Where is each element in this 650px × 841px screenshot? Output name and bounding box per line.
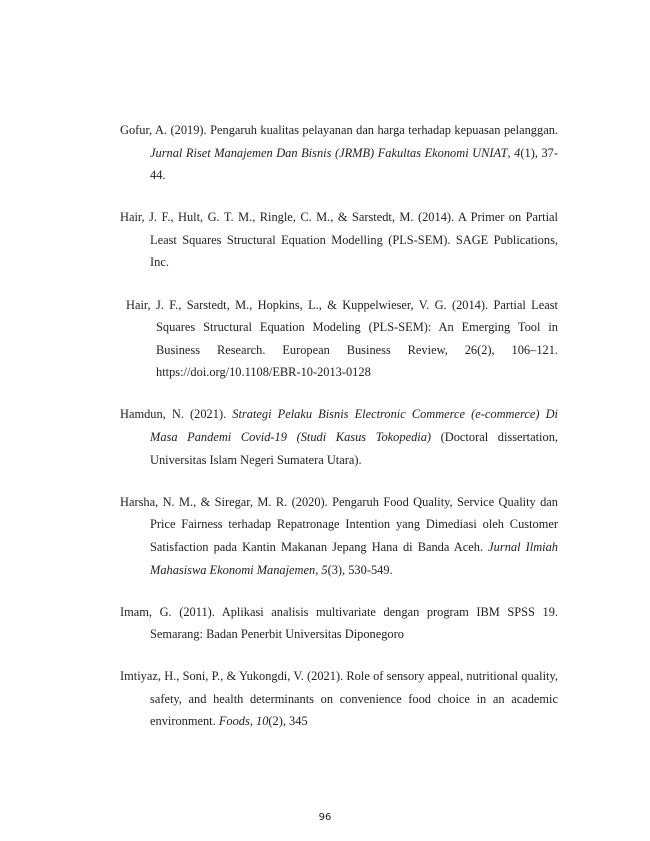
reference-gofur-2019 <box>120 119 558 187</box>
journal-title: Jurnal Riset Manajemen Dan Bisnis (JRMB) Fakultas Ekonomi UNIAT <box>150 145 508 160</box>
journal-volume: 4 <box>514 145 521 160</box>
reference-hamdun-2021 <box>120 403 558 471</box>
reference-text: , <box>507 145 515 160</box>
reference-imam-2011 <box>120 601 558 646</box>
journal-volume: 10 <box>256 714 269 729</box>
reference-imtiyaz-2021 <box>120 665 558 733</box>
reference-text: Gofur, A. (2019). Pengaruh kualitas pelayanan dan harga terhadap kepuasan pelanggan. <box>120 123 558 137</box>
reference-text: , <box>249 714 257 729</box>
reference-text: Imtiyaz, H., Soni, P., & Yukongdi, V. (2021). Role of sensory appeal, nutritional quality, safety, and health determinants on convenience food choice in an academic environment. <box>120 669 558 729</box>
reference-text: Hair, J. F., Hult, G. T. M., Ringle, C. M., & Sarstedt, M. (2014). A Primer on Partial Least Squares Structural Equation Modelling (PLS-SEM). SAGE Publications, Inc. <box>120 210 558 270</box>
reference-text: , <box>315 562 322 577</box>
journal-title: Foods <box>218 714 250 729</box>
reference-text: (3), 530-549. <box>327 562 393 577</box>
reference-text: Hamdun, N. (2021). <box>120 407 233 422</box>
reference-text: (1), 37-44. <box>150 145 558 183</box>
journal-volume: 5 <box>321 562 328 577</box>
page-number: 96 <box>318 812 332 823</box>
thesis-title: Strategi Pelaku Bisnis Electronic Commerce (e-commerce) Di Masa Pandemi Covid-19 (Studi Kasus Tokopedia) <box>150 407 558 445</box>
journal-title: Jurnal Ilmiah Mahasiswa Ekonomi Manajemen <box>150 539 558 577</box>
reference-text: Harsha, N. M., & Siregar, M. R. (2020). Pengaruh Food Quality, Service Quality dan Price Fairness terhadap Repatronage Intention yang Dimediasi oleh Customer Satisfaction pada Kantin Makanan Jepang Hana di Banda Aceh. <box>120 494 558 554</box>
reference-text: Hair, J. F., Sarstedt, M., Hopkins, L., & Kuppelwieser, V. G. (2014). Partial Least Squares Structural Equation Modeling (PLS-SEM): An Emerging Tool in Business Research. European Business Review, 26(2), 106–121. https://doi.org/10.1108/EBR-10-2013-0128 <box>126 297 558 380</box>
reference-list <box>120 119 558 753</box>
reference-text: (2), 345 <box>268 714 308 729</box>
reference-text: (Doctoral dissertation, Universitas Islam Negeri Sumatera Utara). <box>150 430 558 467</box>
reference-harsha-2020 <box>120 491 558 581</box>
reference-text: Imam, G. (2011). Aplikasi analisis multivariate dengan program IBM SPSS 19. Semarang: Badan Penerbit Universitas Diponegoro <box>120 604 558 642</box>
reference-hair-2014-pls-sem <box>126 294 558 384</box>
reference-hair-2014-primer <box>120 206 558 274</box>
